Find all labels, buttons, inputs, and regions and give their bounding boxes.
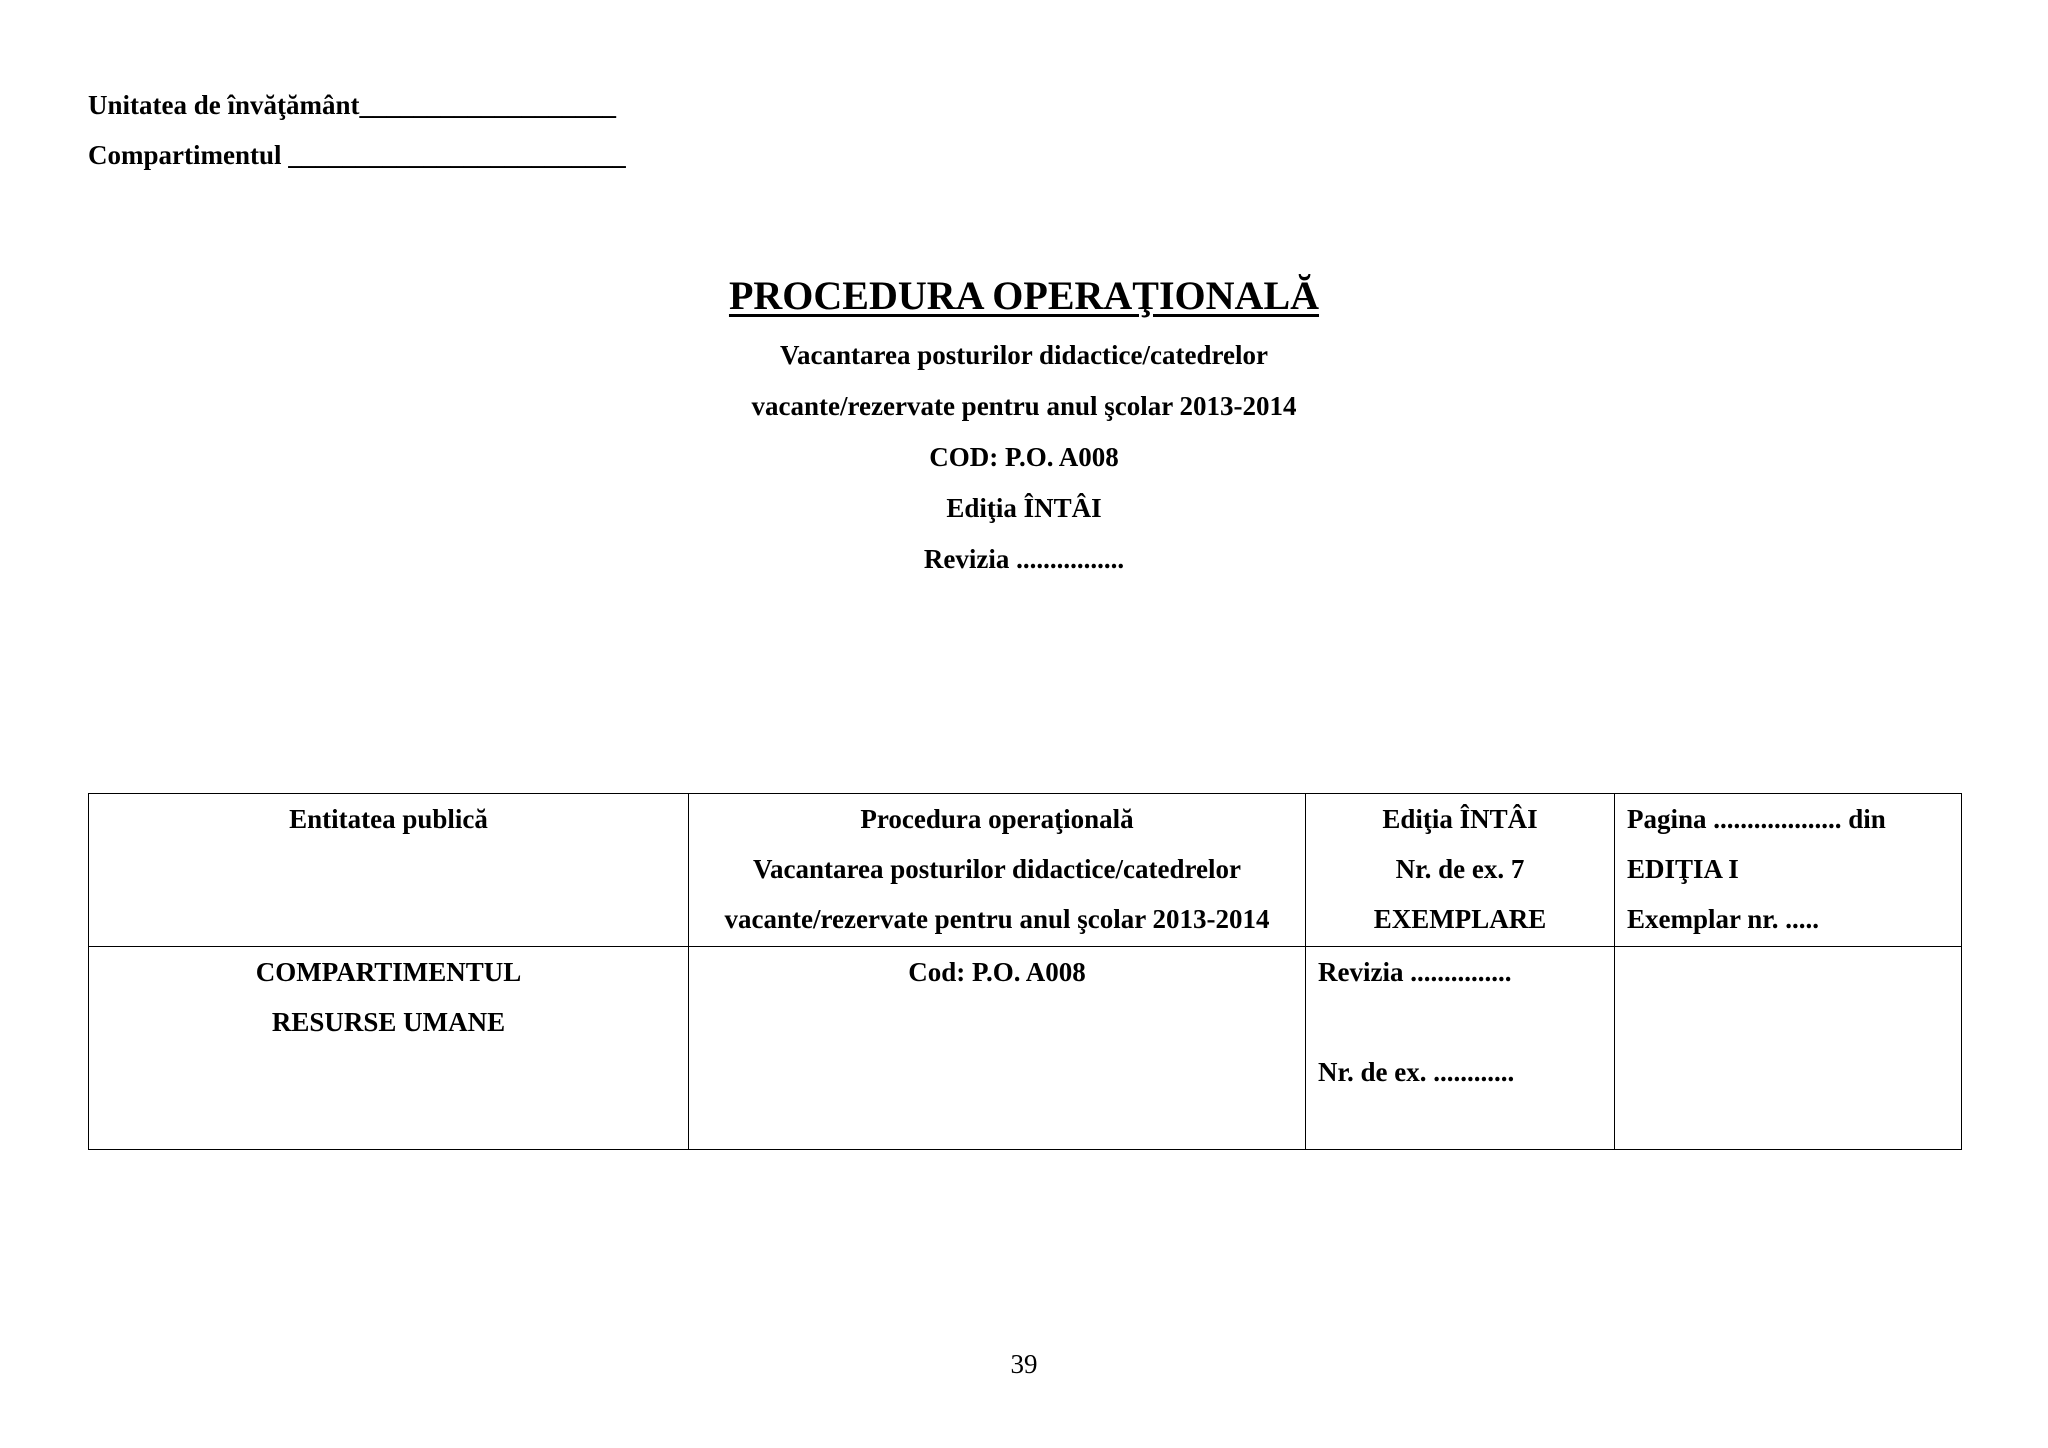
edition-cell xyxy=(1306,794,1615,947)
empty-cell xyxy=(1615,947,1962,1150)
procedure-name-line1: Vacantarea posturilor didactice/catedrelor xyxy=(753,854,1241,884)
department-line2: RESURSE UMANE xyxy=(271,1007,506,1038)
document-subtitle-line1: Vacantarea posturilor didactice/catedrelor xyxy=(780,340,1268,370)
document-subtitle-line2: vacante/rezervate pentru anul şcolar 2013-2014 xyxy=(751,391,1297,421)
edition-label: Ediţia ÎNTÂI xyxy=(1382,804,1538,834)
procedure-cell xyxy=(689,794,1306,947)
document-code: COD: P.O. A008 xyxy=(929,442,1119,472)
document-title: PROCEDURA OPERAŢIONALĂ xyxy=(728,273,1320,318)
procedure-info-table xyxy=(88,793,1962,1150)
table-row xyxy=(89,794,1962,947)
revision-cell xyxy=(1306,947,1615,1150)
department-line1: COMPARTIMENTUL xyxy=(255,957,522,988)
public-entity-cell xyxy=(89,794,689,947)
procedure-code: Cod: P.O. A008 xyxy=(908,957,1086,988)
code-cell xyxy=(689,947,1306,1150)
copy-number-label: Exemplar nr. ..... xyxy=(1627,904,1820,934)
copies-number-label: Nr. de ex. ............ xyxy=(1318,1057,1515,1088)
public-entity-label: Entitatea publică xyxy=(289,804,488,834)
page-info-cell xyxy=(1615,794,1962,947)
page-of-label: Pagina ................... din xyxy=(1627,804,1886,834)
copies-count: Nr. de ex. 7 xyxy=(1395,854,1525,884)
table-row xyxy=(89,947,1962,1150)
edition-short-label: EDIŢIA I xyxy=(1627,854,1739,884)
department-field: Compartimentul _________________________ xyxy=(88,140,626,170)
procedure-name-line2: vacante/rezervate pentru anul şcolar 2013-2014 xyxy=(724,904,1270,934)
procedure-label: Procedura operaţională xyxy=(860,804,1134,834)
document-edition: Ediţia ÎNTÂI xyxy=(946,493,1102,523)
revision-label: Revizia ............... xyxy=(1318,957,1512,988)
page-number: 39 xyxy=(1010,1349,1038,1379)
spacer xyxy=(1318,997,1602,1047)
document-revision: Revizia ................ xyxy=(923,544,1125,574)
title-block xyxy=(0,270,2048,585)
department-cell xyxy=(89,947,689,1150)
unit-name-field: Unitatea de învăţământ___________________ xyxy=(88,90,616,120)
copies-label: EXEMPLARE xyxy=(1373,904,1547,934)
